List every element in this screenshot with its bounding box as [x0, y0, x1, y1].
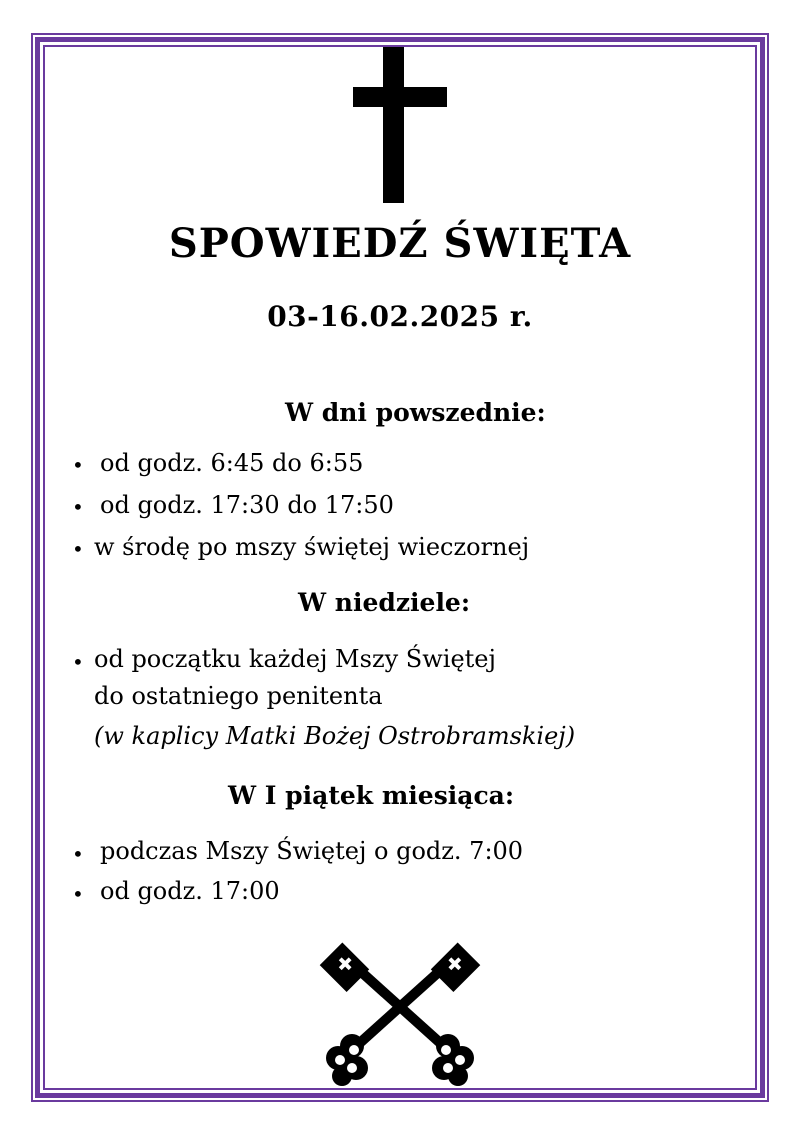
- list-item: podczas Mszy Świętej o godz. 7:00: [100, 837, 524, 865]
- list-item-note: (w kaplicy Matki Bożej Ostrobramskiej): [94, 722, 576, 750]
- date-range: 03-16.02.2025 r.: [267, 300, 533, 333]
- bullet-icon: •: [72, 453, 84, 477]
- list-item: w środę po mszy świętej wieczornej: [94, 533, 530, 561]
- page-title: SPOWIEDŹ ŚWIĘTA: [168, 220, 632, 267]
- cross-icon: [353, 47, 447, 203]
- bullet-icon: •: [72, 537, 84, 561]
- list-item: od godz. 6:45 do 6:55: [100, 449, 364, 477]
- list-item: od godz. 17:30 do 17:50: [100, 491, 394, 519]
- list-item: od godz. 17:00: [100, 877, 280, 905]
- list-item: od początku każdej Mszy Świętej: [94, 645, 496, 673]
- bullet-icon: •: [72, 495, 84, 519]
- section-heading-weekdays: W dni powszednie:: [285, 398, 546, 427]
- section-heading-sundays: W niedziele:: [298, 588, 471, 617]
- bullet-icon: •: [72, 650, 84, 674]
- list-item-continuation: do ostatniego penitenta: [94, 682, 383, 710]
- section-heading-first-friday: W I piątek miesiąca:: [228, 781, 515, 810]
- crossed-keys-icon: [318, 940, 482, 1090]
- bullet-icon: •: [72, 842, 84, 866]
- bullet-icon: •: [72, 882, 84, 906]
